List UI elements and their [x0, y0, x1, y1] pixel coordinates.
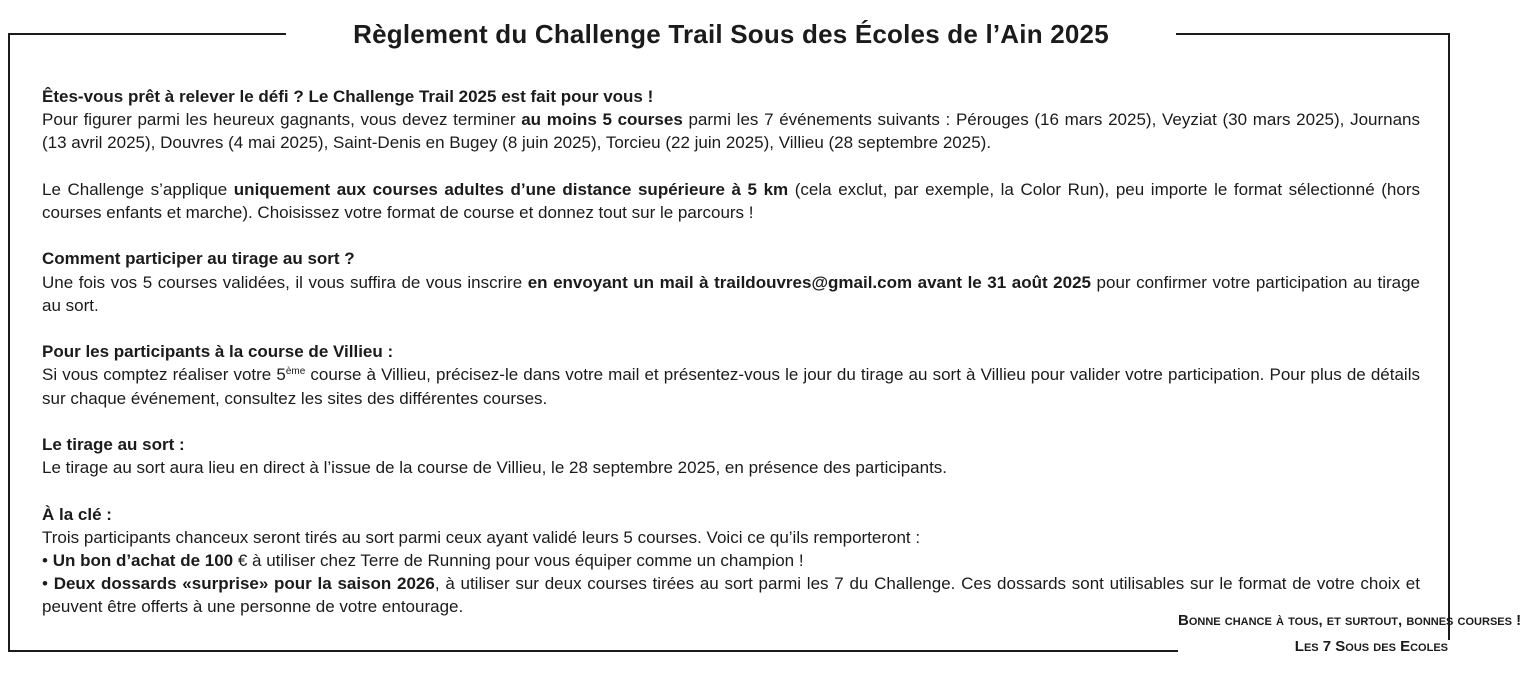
villieu-text: Si vous comptez réaliser votre 5	[42, 365, 286, 385]
how-emphasis: en envoyant un mail à traildouvres@gmail.com avant le 31 août 2025	[527, 272, 1091, 292]
prize1-text: € à utiliser chez Terre de Running pour vous équiper comme un champion !	[233, 550, 804, 570]
intro-emphasis: au moins 5 courses	[521, 110, 683, 130]
villieu-paragraph	[42, 340, 1420, 410]
prize1-bullet: •	[42, 550, 53, 570]
scope-emphasis: uniquement aux courses adultes d’une distance supérieure à 5 km	[233, 179, 789, 199]
how-paragraph	[42, 247, 1420, 317]
closing-line: Bonne chance à tous, et surtout, bonnes courses !	[1178, 612, 1521, 629]
intro-events: parmi les 7 événements suivants : Pérouges (16 mars 2025), Veyziat (30 mars 2025), Journans (13 avril 2025), Douvres (4 mai 2025), Saint-Denis en Bugey (8 juin 2025), Torcieu (22 juin 2025), Villieu (28 septembre 2025).	[42, 110, 1421, 153]
signature-line: Les 7 Sous des Ecoles	[1294, 638, 1448, 655]
key-text: Trois participants chanceux seront tirés au sort parmi ceux ayant validé leurs 5 courses. Voici ce qu’ils remporteront :	[42, 527, 921, 547]
villieu-details: course à Villieu, précisez-le dans votre mail et présentez-vous le jour du tirage au sort à Villieu pour valider votre participation. Pour plus de détails sur chaque événement, consultez les sites des différentes courses.	[42, 365, 1420, 408]
prize2-bullet: •	[42, 574, 54, 594]
intro-text: Pour figurer parmi les heureux gagnants, vous devez terminer	[42, 110, 522, 130]
draw-text: Le tirage au sort aura lieu en direct à l’issue de la course de Villieu, le 28 septembre 2025, en présence des participants.	[42, 458, 948, 478]
key-paragraph	[42, 503, 1420, 619]
scope-details: (cela exclut, par exemple, la Color Run), peu importe le format sélectionné (hors courses enfants et marche). Choisissez votre format de course et donnez tout sur le parcours !	[42, 179, 1420, 222]
scope-paragraph	[42, 178, 1420, 224]
draw-heading: Le tirage au sort :	[42, 434, 185, 454]
rules-content	[42, 85, 1420, 619]
prize2-title: Deux dossards «surprise» pour la saison 2026	[53, 574, 435, 594]
signature-block	[1178, 608, 1521, 660]
scope-text: Le Challenge s’applique	[42, 179, 234, 199]
villieu-heading: Pour les participants à la course de Villieu :	[42, 342, 394, 362]
key-heading: À la clé :	[42, 504, 112, 524]
draw-paragraph	[42, 433, 1420, 479]
prize1-title: Un bon d’achat de 100	[52, 550, 234, 570]
intro-paragraph	[42, 85, 1420, 155]
how-text: Une fois vos 5 courses validées, il vous suffira de vous inscrire	[42, 272, 528, 292]
how-details: pour confirmer votre participation au tirage au sort.	[42, 272, 1421, 315]
how-heading: Comment participer au tirage au sort ?	[42, 249, 355, 269]
intro-heading: Êtes-vous prêt à relever le défi ? Le Challenge Trail 2025 est fait pour vous !	[42, 87, 654, 106]
prize2-text: , à utiliser sur deux courses tirées au sort parmi les 7 du Challenge. Ces dossards sont utilisables sur le format de votre choix et peuvent être offerts à une personne de votre entourage.	[42, 574, 1420, 617]
villieu-superscript: ème	[285, 366, 306, 378]
page-title: Règlement du Challenge Trail Sous des Écoles de l’Ain 2025	[286, 14, 1176, 54]
